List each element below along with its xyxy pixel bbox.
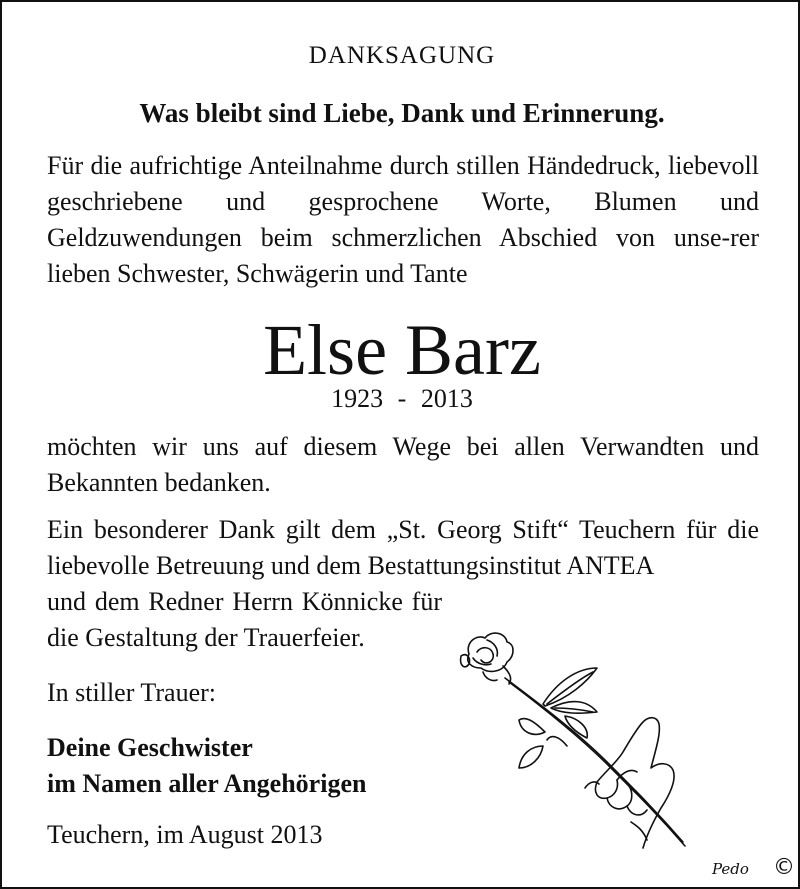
signer-line-1: Deine Geschwister (47, 733, 253, 762)
special-thanks-paragraph: Ein besonderer Dank gilt dem „St. Georg Stift“ Teuchern für die liebevolle Betreuung und dem Bestattungsinstitut ANTEA (47, 515, 759, 580)
rose-in-hand-icon (447, 612, 717, 862)
signer-line-2: im Namen aller Angehörigen (47, 769, 367, 798)
artist-signature: Pedo (712, 860, 749, 878)
notice-heading: DANKSAGUNG (308, 42, 496, 69)
motto: Was bleibt sind Liebe, Dank und Erinnerung. (139, 98, 665, 128)
thanks-paragraph: möchten wir uns auf diesem Wege bei allen Verwandten und Bekannten bedanken. (47, 432, 759, 497)
place-date: Teuchern, im August 2013 (47, 820, 323, 849)
signers (47, 730, 366, 802)
copyright-icon: © (773, 855, 795, 880)
special-thanks-continuation: und dem Redner Herrn Könnicke für die Gestaltung der Trauerfeier. (47, 587, 442, 652)
deceased-name: Else Barz (263, 310, 541, 390)
life-years: 1923 - 2013 (331, 384, 473, 413)
grief-line: In stiller Trauer: (47, 678, 216, 707)
intro-paragraph: Für die aufrichtige Anteilnahme durch stillen Händedruck, liebevoll geschriebene und gesprochene Worte, Blumen und Geldzuwendungen beim schmerzlichen Abschied von unse-rer lieben Schwester, Schwägerin und Tante (47, 151, 759, 288)
